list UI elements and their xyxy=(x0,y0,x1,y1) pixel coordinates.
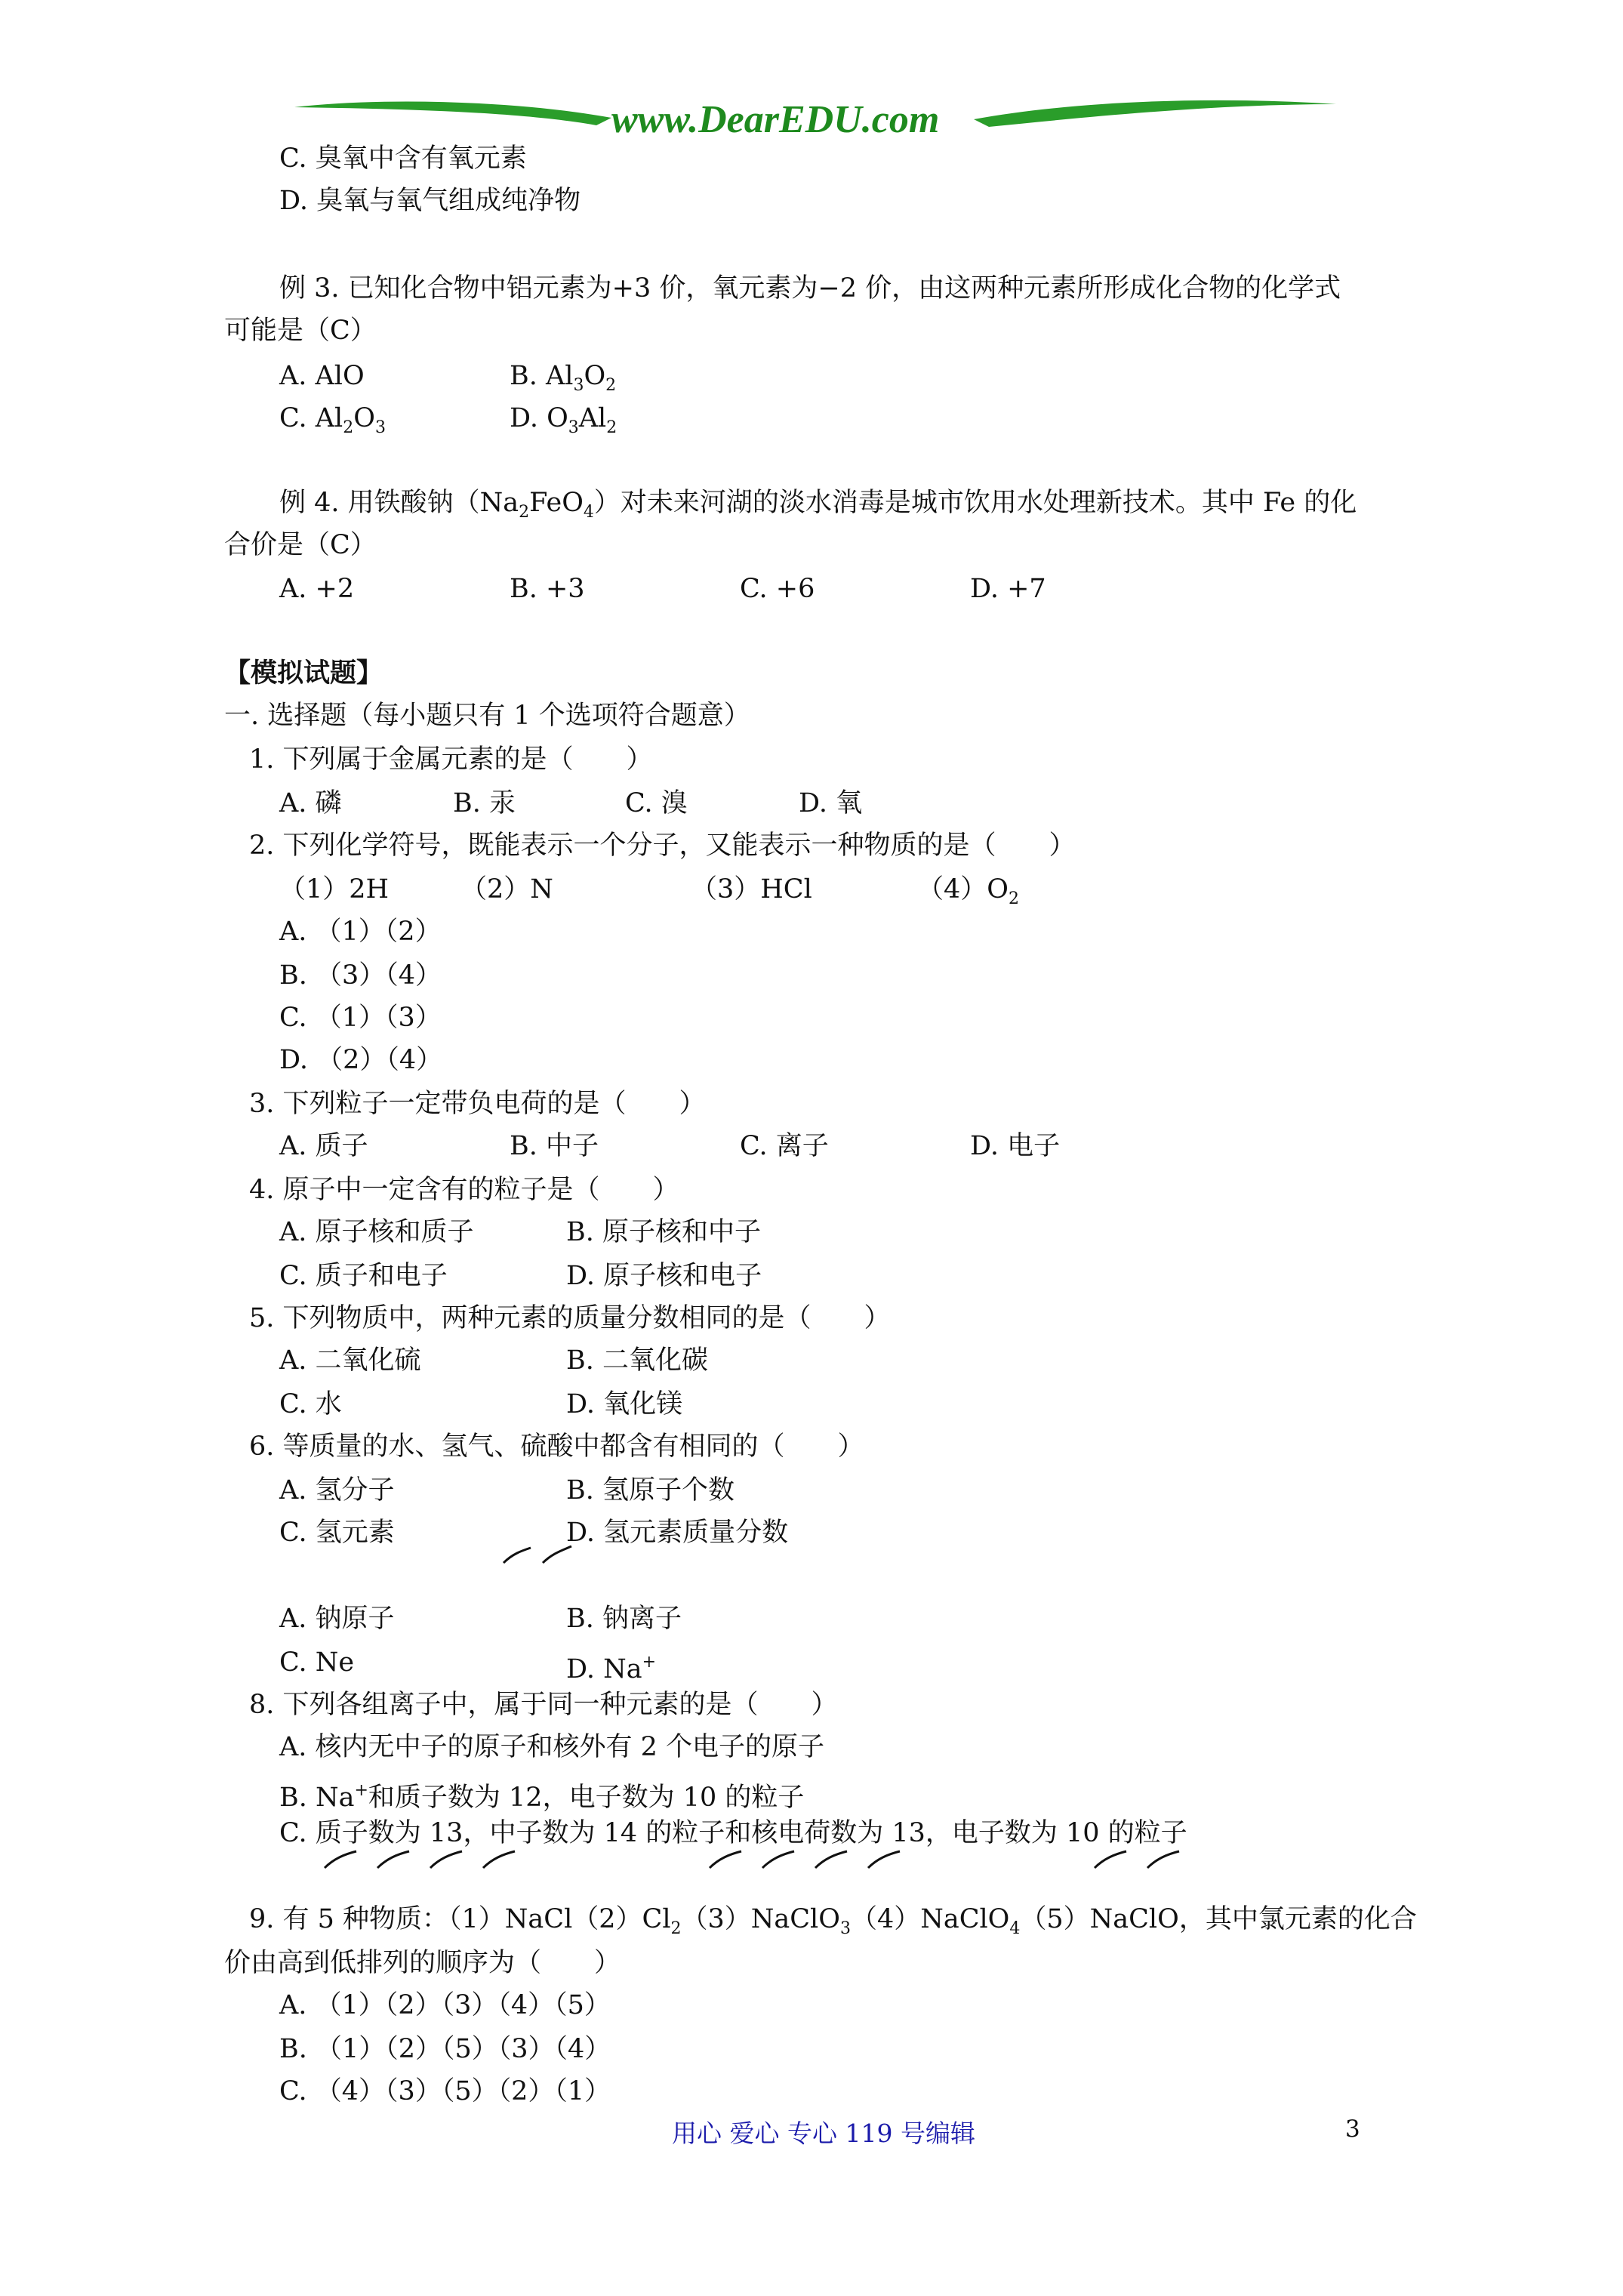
prev-option-d: D. 臭氧与氧气组成纯净物 xyxy=(279,186,581,216)
q1-option-a: A. 磷 xyxy=(279,788,342,818)
example-3-option-a: A. AlO xyxy=(279,361,365,391)
example-3-option-c: C. $Al_2O_3$ xyxy=(279,403,386,437)
page-number: 3 xyxy=(1345,2116,1360,2143)
q2-item-2: （2）N xyxy=(460,874,553,905)
q2-stem: 2. 下列化学符号，既能表示一个分子，又能表示一种物质的是（ ） xyxy=(249,831,1076,861)
example-3-option-d: D. $O_3Al_2$ xyxy=(510,403,617,437)
q1-stem: 1. 下列属于金属元素的是（ ） xyxy=(249,744,653,775)
q1-option-c: C. 溴 xyxy=(625,788,688,818)
q6-stem: 6. 等质量的水、氢气、硫酸中都含有相同的（ ） xyxy=(249,1432,864,1462)
example-4-option-a: A. +2 xyxy=(279,574,355,604)
footer-text: 用心 爱心 专心 119 号编辑 xyxy=(672,2119,975,2148)
q5-option-b: B. 二氧化碳 xyxy=(566,1345,708,1376)
example-4-option-d: D. +7 xyxy=(970,574,1046,604)
example-4-line-2: 合价是（C） xyxy=(224,530,377,560)
q2-option-c: C. （1）（3） xyxy=(279,1003,442,1033)
q1-option-d: D. 氧 xyxy=(799,788,863,818)
q3-option-a: A. 质子 xyxy=(279,1131,368,1161)
example-4-option-b: B. +3 xyxy=(510,574,585,604)
example-3-option-b: B. $Al_3O_2$ xyxy=(510,361,617,395)
q9-option-a: A. （1）（2）（3）（4）（5） xyxy=(279,1990,611,2020)
q3-stem: 3. 下列粒子一定带负电荷的是（ ） xyxy=(249,1089,706,1119)
q6-option-d: D. 氢元素质量分数 xyxy=(566,1518,789,1548)
q9-line-2: 价由高到低排列的顺序为（ ） xyxy=(224,1948,621,1978)
q7-option-c: C. Ne xyxy=(279,1647,355,1678)
prev-option-c: C. 臭氧中含有氧元素 xyxy=(279,143,527,174)
example-4-line-1: 例 4. 用铁酸钠$(Na_2FeO_4)$对未来河湖的淡水消毒是城市饮用水处理新技术。其中 Fe 的化 xyxy=(279,488,1357,522)
q9-option-b: B. （1）（2）（5）（3）（4） xyxy=(279,2034,611,2064)
q3-option-b: B. 中子 xyxy=(510,1131,599,1161)
q4-option-b: B. 原子核和中子 xyxy=(566,1217,761,1247)
q4-stem: 4. 原子中一定含有的粒子是（ ） xyxy=(249,1175,679,1205)
q9-line-1: 9. 有 5 种物质：$(1)NaCl(2)Cl_2(3)NaClO_3(4)NaClO_4(5)NaClO$，其中氯元素的化合 xyxy=(249,1904,1417,1938)
q5-option-c: C. 水 xyxy=(279,1389,342,1419)
q8-option-a: A. 核内无中子的原子和核外有 2 个电子的原子 xyxy=(279,1732,825,1762)
q6-option-a: A. 氢分子 xyxy=(279,1475,395,1505)
q6-option-b: B. 氢原子个数 xyxy=(566,1475,735,1505)
q9-option-c: C. （4）（3）（5）（2）（1） xyxy=(279,2076,611,2106)
q1-option-b: B. 汞 xyxy=(453,788,516,818)
q4-option-d: D. 原子核和电子 xyxy=(566,1261,762,1291)
q4-option-c: C. 质子和电子 xyxy=(279,1261,448,1291)
part-1-heading: 一. 选择题（每小题只有 1 个选项符合题意） xyxy=(224,701,750,731)
q5-option-d: D. 氧化镁 xyxy=(566,1389,683,1419)
q8-stem: 8. 下列各组离子中，属于同一种元素的是（ ） xyxy=(249,1690,838,1720)
wavy-mark-icon xyxy=(502,1540,585,1567)
q4-option-a: A. 原子核和质子 xyxy=(279,1217,474,1247)
q2-item-1: （1）2H xyxy=(279,874,390,905)
example-3-line-1: 例 3. 已知化合物中铝元素为+3 价，氧元素为−2 价，由这两种元素所形成化合物的化学式 xyxy=(279,273,1341,304)
wavy-underline-icon xyxy=(317,1842,1313,1875)
q7-option-a: A. 钠原子 xyxy=(279,1604,395,1634)
q7-option-b: B. 钠离子 xyxy=(566,1604,682,1634)
q2-item-4: $(4)O_2$ xyxy=(917,874,1019,908)
q3-option-c: C. 离子 xyxy=(740,1131,829,1161)
q5-option-a: A. 二氧化硫 xyxy=(279,1345,421,1376)
q8-option-c: C. 质子数为 13，中子数为 14 的粒子和核电荷数为 13，电子数为 10 的粒子 xyxy=(279,1818,1187,1848)
q2-option-b: B. （3）（4） xyxy=(279,960,442,991)
example-3-line-2: 可能是（C） xyxy=(224,316,377,346)
q2-item-3: （3）HCl xyxy=(691,874,812,905)
q5-stem: 5. 下列物质中，两种元素的质量分数相同的是（ ） xyxy=(249,1303,891,1333)
logo-text: www.DearEDU.com xyxy=(611,98,940,141)
q2-option-a: A. （1）（2） xyxy=(279,917,442,947)
example-4-option-c: C. +6 xyxy=(740,574,815,604)
section-title: 【模拟试题】 xyxy=(224,658,383,689)
q6-option-c: C. 氢元素 xyxy=(279,1518,395,1548)
q3-option-d: D. 电子 xyxy=(970,1131,1061,1161)
q2-option-d: D. （2）（4） xyxy=(279,1045,443,1075)
q7-option-d: D. Na+ xyxy=(566,1653,656,1684)
q8-option-b: B. Na+和质子数为 12，电子数为 10 的粒子 xyxy=(279,1781,805,1813)
